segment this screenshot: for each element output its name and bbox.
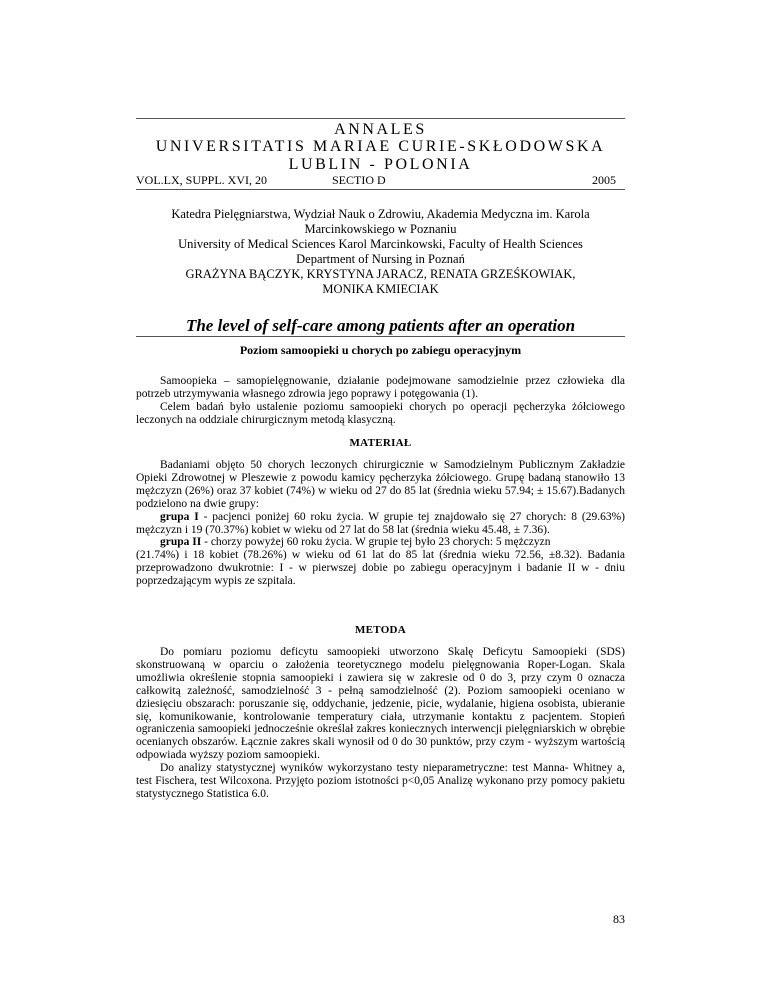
group-1-label: grupa I — [160, 510, 199, 523]
metoda-paragraph: Do pomiaru poziomu deficytu samoopieki utworzono Skalę Deficytu Samoopieki (SDS) skonstruowaną w oparciu o założenia teoretycznego modelu pielęgnowania Roper-Logan. Skala umożliwia określenie stopnia samoopieki i zawiera się w zakresie od 0 do 3, przy czym 0 oznacza całkowitą zależność, samodzielność 3 - pełną samodzielność (2). Poziom samoopieki oceniano w dziesięciu obszarach: poruszanie się, oddychanie, jedzenie, picie, wydalanie, higiena osobista, ubieranie się, komunikowanie, kontrolowanie temperatury ciała, utrzymanie kontaktu z pacjentem. Stopień ograniczenia samoopieki jednocześnie określał zakres koniecznych interwencji pielęgniarskich w obrębie ocenianych obszarów. Łącznie zakres skali wynosił od 0 do 30 punktów, przy czym - wyższym wartością odpowiada wyższy poziom samoopieki. — [136, 646, 625, 762]
title-rule — [136, 336, 625, 337]
article-title: The level of self-care among patients after an operation — [185, 316, 576, 335]
group-2-label: grupa II — [160, 536, 202, 549]
affiliation — [136, 207, 625, 267]
intro-section — [136, 375, 625, 427]
top-rule — [136, 118, 625, 119]
material-paragraph: Badaniami objęto 50 chorych leczonych chirurgicznie w Samodzielnym Publicznym Zakładzie Opieki Zdrowotnej w Pleszewie z powodu kamicy pęcherzyka żółciowego. Grupę badaną stanowiło 13 mężczyzn (26%) oraz 37 kobiet (74%) w wieku od 27 do 85 lat (średnia wieku 57.94; ± 15.67).Badanych podzielono na dwie grupy: — [136, 459, 625, 510]
affiliation-line: Marcinkowskiego w Poznaniu — [304, 222, 457, 236]
intro-paragraph: Celem badań było ustalenie poziomu samoopieki chorych po operacji pęcherzyka żółciowego leczonych na oddziale chirurgicznym metodą klasyczną. — [136, 400, 625, 426]
group-1-paragraph — [136, 511, 625, 537]
group-2-paragraph — [136, 536, 625, 549]
group-1-text: - pacjenci poniżej 60 roku życia. W grupie tej znajdowało się 27 chorych: 8 (29.63%) mężczyzn i 19 (70.37%) kobiet w wieku od 27 lat do 58 lat (średnia wieku 45.48, ± 7.36). — [136, 510, 625, 536]
volume-info: VOL.LX, SUPPL. XVI, 20 — [136, 173, 268, 187]
intro-paragraph: Samoopieka – samopielęgnowanie, działanie podejmowane samodzielnie przez człowieka dla potrzeb utrzymywania własnego zdrowia jego poprawy i potęgowania (1). — [136, 375, 625, 400]
material-section — [136, 459, 625, 588]
material-paragraph-end: (21.74%) i 18 kobiet (78.26%) w wieku od 61 lat do 85 lat (średnia wieku 72.56, ±8.32). Badania przeprowadzono dwukrotnie: I - w pierwszej dobie po zabiegu operacyjnym i badanie II w - dniu poprzedzającym wypis ze szpitala. — [136, 549, 625, 588]
authors-line: MONIKA KMIECIAK — [322, 282, 439, 296]
heading-metoda: METODA — [354, 624, 407, 636]
article-subtitle: Poziom samoopieki u chorych po zabiegu operacyjnym — [239, 343, 522, 357]
journal-name-line3: LUBLIN - POLONIA — [288, 156, 473, 173]
journal-name-line1: ANNALES — [334, 121, 427, 138]
heading-material: MATERIAŁ — [349, 437, 412, 449]
affiliation-line: University of Medical Sciences Karol Marcinkowski, Faculty of Health Sciences — [178, 237, 583, 251]
year: 2005 — [592, 173, 616, 187]
affiliation-line: Katedra Pielęgniarstwa, Wydział Nauk o Zdrowiu, Akademia Medyczna im. Karola — [171, 207, 590, 221]
masthead-rule — [136, 189, 625, 190]
metoda-paragraph: Do analizy statystycznej wyników wykorzystano testy nieparametryczne: test Manna- Whitney a, test Fischera, test Wilcoxona. Przyjęto poziom istotności p<0,05 Analizę wykonano przy pomocy pakietu statystycznego Statistica 6.0. — [136, 762, 625, 800]
page-number: 83 — [613, 912, 625, 926]
affiliation-line: Department of Nursing in Poznań — [296, 252, 465, 266]
authors-line: GRAŻYNA BĄCZYK, KRYSTYNA JARACZ, RENATA GRZEŚKOWIAK, — [185, 267, 576, 281]
section-info: SECTIO D — [332, 173, 386, 187]
authors — [136, 267, 625, 297]
journal-name-line2: UNIVERSITATIS MARIAE CURIE-SKŁODOWSKA — [155, 138, 606, 155]
group-2-text: - chorzy powyżej 60 roku życia. W grupie tej było 23 chorych: 5 mężczyzn — [201, 536, 551, 549]
metoda-section — [136, 646, 625, 801]
